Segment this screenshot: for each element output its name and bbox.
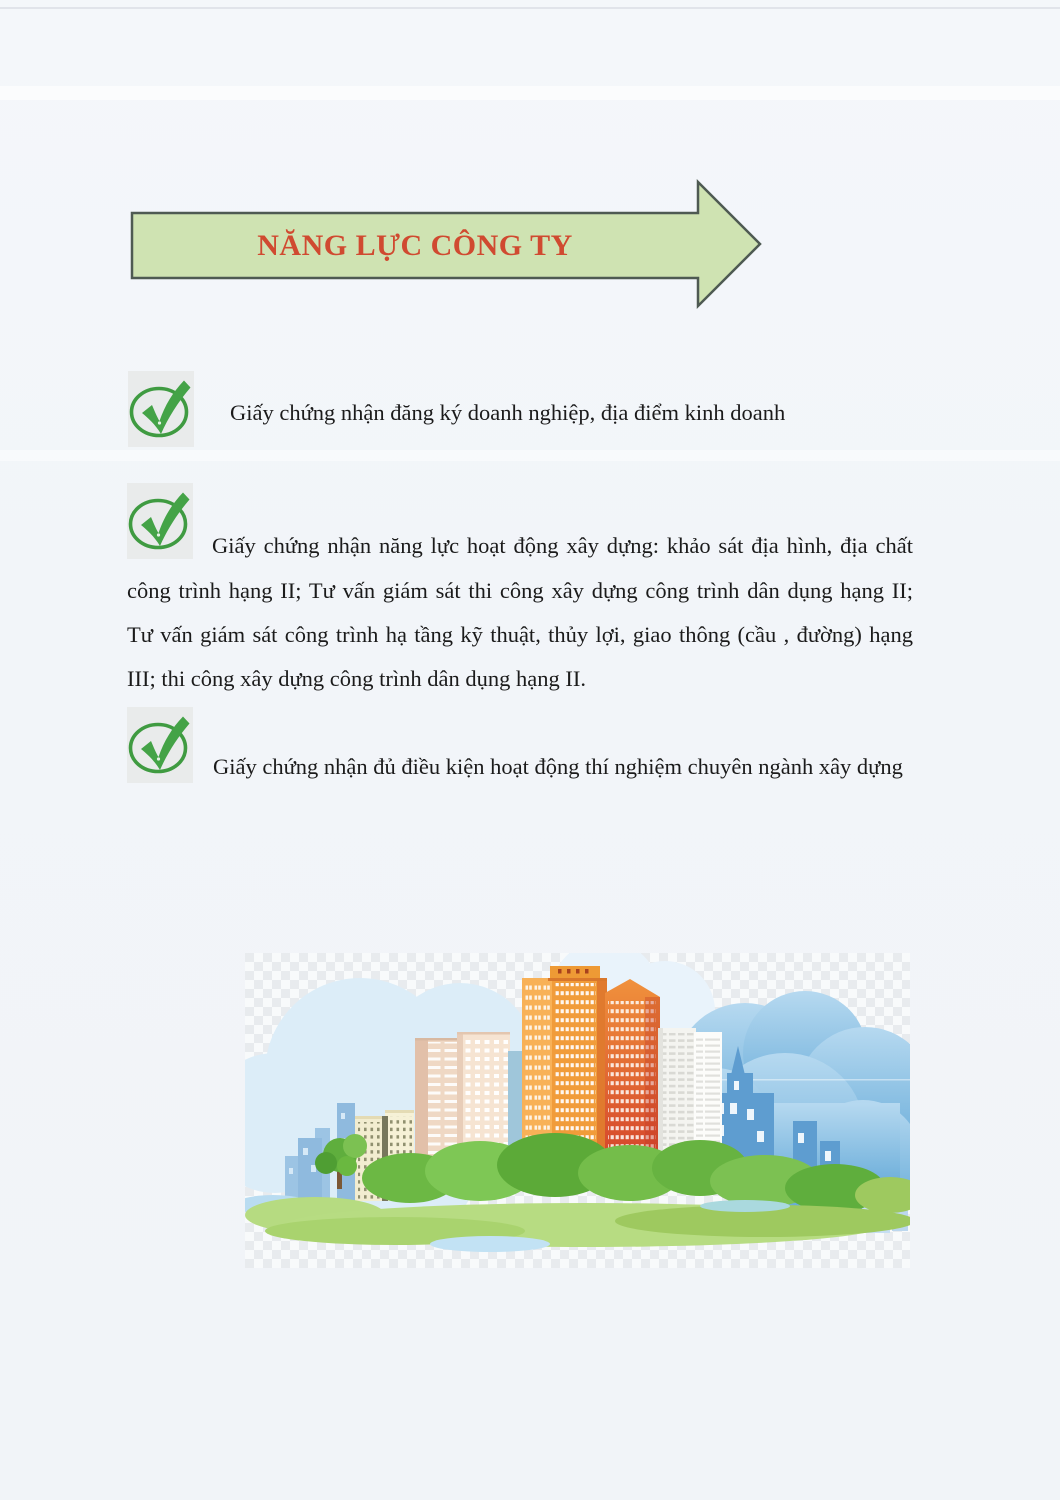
page-title: NĂNG LỰC CÔNG TY (257, 228, 573, 262)
scan-artifact-line (0, 7, 1060, 9)
certificate-item-1: Giấy chứng nhận đăng ký doanh nghiệp, địa điểm kinh doanh (230, 400, 786, 425)
check-circle-icon (127, 707, 195, 783)
check-circle-icon (128, 371, 196, 447)
city-illustration (245, 953, 910, 1268)
puddle (430, 1236, 550, 1252)
certificate-item-2-line-2: công trình hạng II; Tư vấn giám sát thi công xây dựng công trình dân dụng hạng II; (127, 578, 913, 603)
red-orange-tower (605, 979, 660, 1165)
water-strip (700, 1200, 790, 1212)
certificate-item-2-line-4: III; thi công xây dựng công trình dân dụng hạng II. (127, 666, 586, 691)
certificate-item-3: Giấy chứng nhận đủ điều kiện hoạt động thí nghiệm chuyên ngành xây dựng (213, 754, 903, 779)
check-circle-icon (127, 483, 195, 559)
certificate-item-2-line-3: Tư vấn giám sát công trình hạ tầng kỹ thuật, thủy lợi, giao thông (cầu , đường) hạng (127, 622, 913, 647)
scan-artifact-band (0, 86, 1060, 100)
scan-artifact-band (0, 450, 1060, 461)
certificate-item-2-line-1: Giấy chứng nhận năng lực hoạt động xây dựng: khảo sát địa hình, địa chất (212, 533, 913, 558)
